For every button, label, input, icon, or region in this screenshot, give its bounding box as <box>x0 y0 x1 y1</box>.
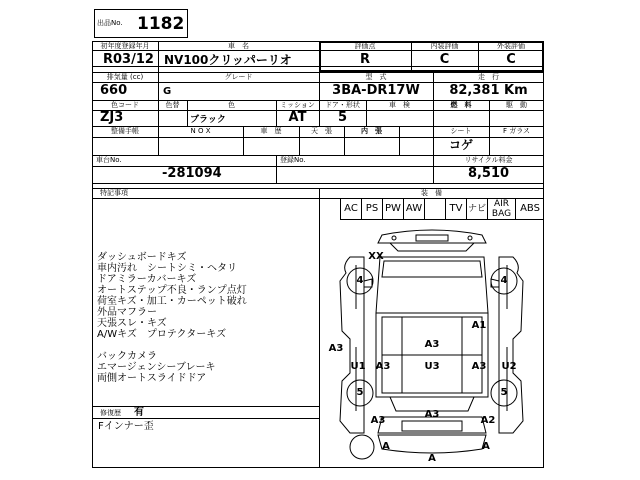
mark-front-left-tire: 4 <box>356 275 364 286</box>
grade-label: グレード <box>224 73 253 81</box>
seat-label: シート <box>450 127 472 135</box>
exterior-score-value: C <box>506 52 516 67</box>
doors-label: ドア・形状 <box>325 101 360 109</box>
mark-rear-right-tire: 5 <box>500 387 508 398</box>
chassis-label: 車台No. <box>96 156 122 164</box>
color-value: ブラック <box>190 115 226 125</box>
model-label: 型 式 <box>365 73 387 81</box>
equip-pw: PW <box>382 198 403 220</box>
displacement-label: 排気量 (cc) <box>106 73 144 81</box>
equip-blank <box>424 198 445 220</box>
car-name-value: NV100クリッパーリオ <box>164 53 292 67</box>
mark-a3-left-side: A3 <box>328 343 344 354</box>
interior-score-label: 内装評価 <box>430 42 459 50</box>
doors-value: 5 <box>337 110 348 125</box>
car-name-label: 車 名 <box>228 42 249 50</box>
lot-number: 1182 <box>137 14 185 34</box>
remark-line: ダッシュボードキズ <box>97 252 187 263</box>
mark-u1: U1 <box>350 361 366 372</box>
remark-line: オートステップ不良・ランプ点灯 <box>97 285 247 296</box>
mileage-value: 82,381 Km <box>449 83 528 98</box>
recycle-label: リサイクル料金 <box>464 156 513 164</box>
displacement-value: 660 <box>100 83 128 98</box>
mark-xx: XX <box>368 251 384 262</box>
drive-label: 駆 動 <box>506 101 527 109</box>
remark-line: A/Wキズ プロテクターキズ <box>97 329 227 340</box>
score-value: R <box>359 52 370 67</box>
color-change-label: 色替 <box>165 101 180 109</box>
chassis-value: -281094 <box>162 166 222 181</box>
equip-navi: ナビ <box>466 198 487 220</box>
repair-value: 有 <box>134 407 144 418</box>
mark-rear-left-tire: 5 <box>356 387 364 398</box>
mission-label: ミッション <box>280 101 315 109</box>
remark-line: バックカメラ <box>97 351 157 362</box>
mark-a-left: A <box>382 441 390 452</box>
mark-a-right: A <box>482 441 490 452</box>
mark-a2: A2 <box>480 415 496 426</box>
nox-label: N O X <box>190 127 211 135</box>
glass-label: F ガラス <box>502 127 531 135</box>
color-label: 色 <box>228 101 235 109</box>
inspection-label: 車 検 <box>389 101 410 109</box>
mark-front-right-tire: 4 <box>500 275 508 286</box>
remark-line: 荷室キズ・加工・カーペット破れ <box>97 296 247 307</box>
remark-line: 天張スレ・キズ <box>97 318 167 329</box>
repair-label: 修復歴 <box>100 409 121 417</box>
mark-a1: A1 <box>471 320 487 331</box>
mark-a3-left-door: A3 <box>375 361 391 372</box>
remarks-label: 特記事項 <box>100 189 128 197</box>
equip-ps: PS <box>361 198 382 220</box>
color-code-label: 色コード <box>111 101 139 109</box>
first-reg-value: R03/12 <box>103 52 154 67</box>
mark-u3: U3 <box>424 361 440 372</box>
score-label: 評価点 <box>354 42 376 50</box>
interior-score-value: C <box>439 52 450 67</box>
mileage-label: 走 行 <box>478 73 499 81</box>
grade-value: G <box>163 86 172 97</box>
exterior-score-label: 外装評価 <box>497 42 525 50</box>
mission-value: AT <box>288 110 307 125</box>
fuel-label: 燃 料 <box>450 101 472 109</box>
remark-line: 両側オートスライドドア <box>97 373 207 384</box>
mark-a3-right: A3 <box>471 361 487 372</box>
reg-no-label: 登録No. <box>280 156 306 164</box>
mark-u2: U2 <box>501 361 517 372</box>
interior-label: 内 張 <box>361 127 382 135</box>
ceiling-label: 天 張 <box>311 127 332 135</box>
first-reg-label: 初年度登録年月 <box>100 42 150 50</box>
seat-value: コゲ <box>448 138 473 152</box>
remark-line: 外品マフラー <box>97 307 157 318</box>
equip-ac: AC <box>340 198 361 220</box>
mark-a3-center-upper: A3 <box>424 339 440 350</box>
history-label: 車 歴 <box>260 127 282 135</box>
equip-airbag: AIR BAG <box>487 198 515 220</box>
equipment-label: 装 備 <box>421 189 442 197</box>
model-value: 3BA-DR17W <box>332 83 420 98</box>
mark-a3-rear-left: A3 <box>370 415 386 426</box>
remarks-list <box>97 252 317 384</box>
lot-label: 出品No. <box>97 19 123 27</box>
remark-line: 車内汚れ シートシミ・ヘタリ <box>97 263 237 274</box>
manual-label: 整備手帳 <box>111 127 139 135</box>
remark-line <box>97 340 317 351</box>
color-code-value: ZJ3 <box>100 110 124 125</box>
remark-line: ドアミラーカバーキズ <box>97 274 197 285</box>
equip-aw: AW <box>403 198 424 220</box>
recycle-value: 8,510 <box>467 166 510 181</box>
repair-note: Fインナー歪 <box>98 421 154 432</box>
mark-a3-rear: A3 <box>424 409 440 420</box>
equip-abs: ABS <box>515 198 544 220</box>
mark-a-bottom: A <box>428 453 436 464</box>
remark-line: エマージェンシーブレーキ <box>97 362 216 373</box>
equip-tv: TV <box>445 198 466 220</box>
